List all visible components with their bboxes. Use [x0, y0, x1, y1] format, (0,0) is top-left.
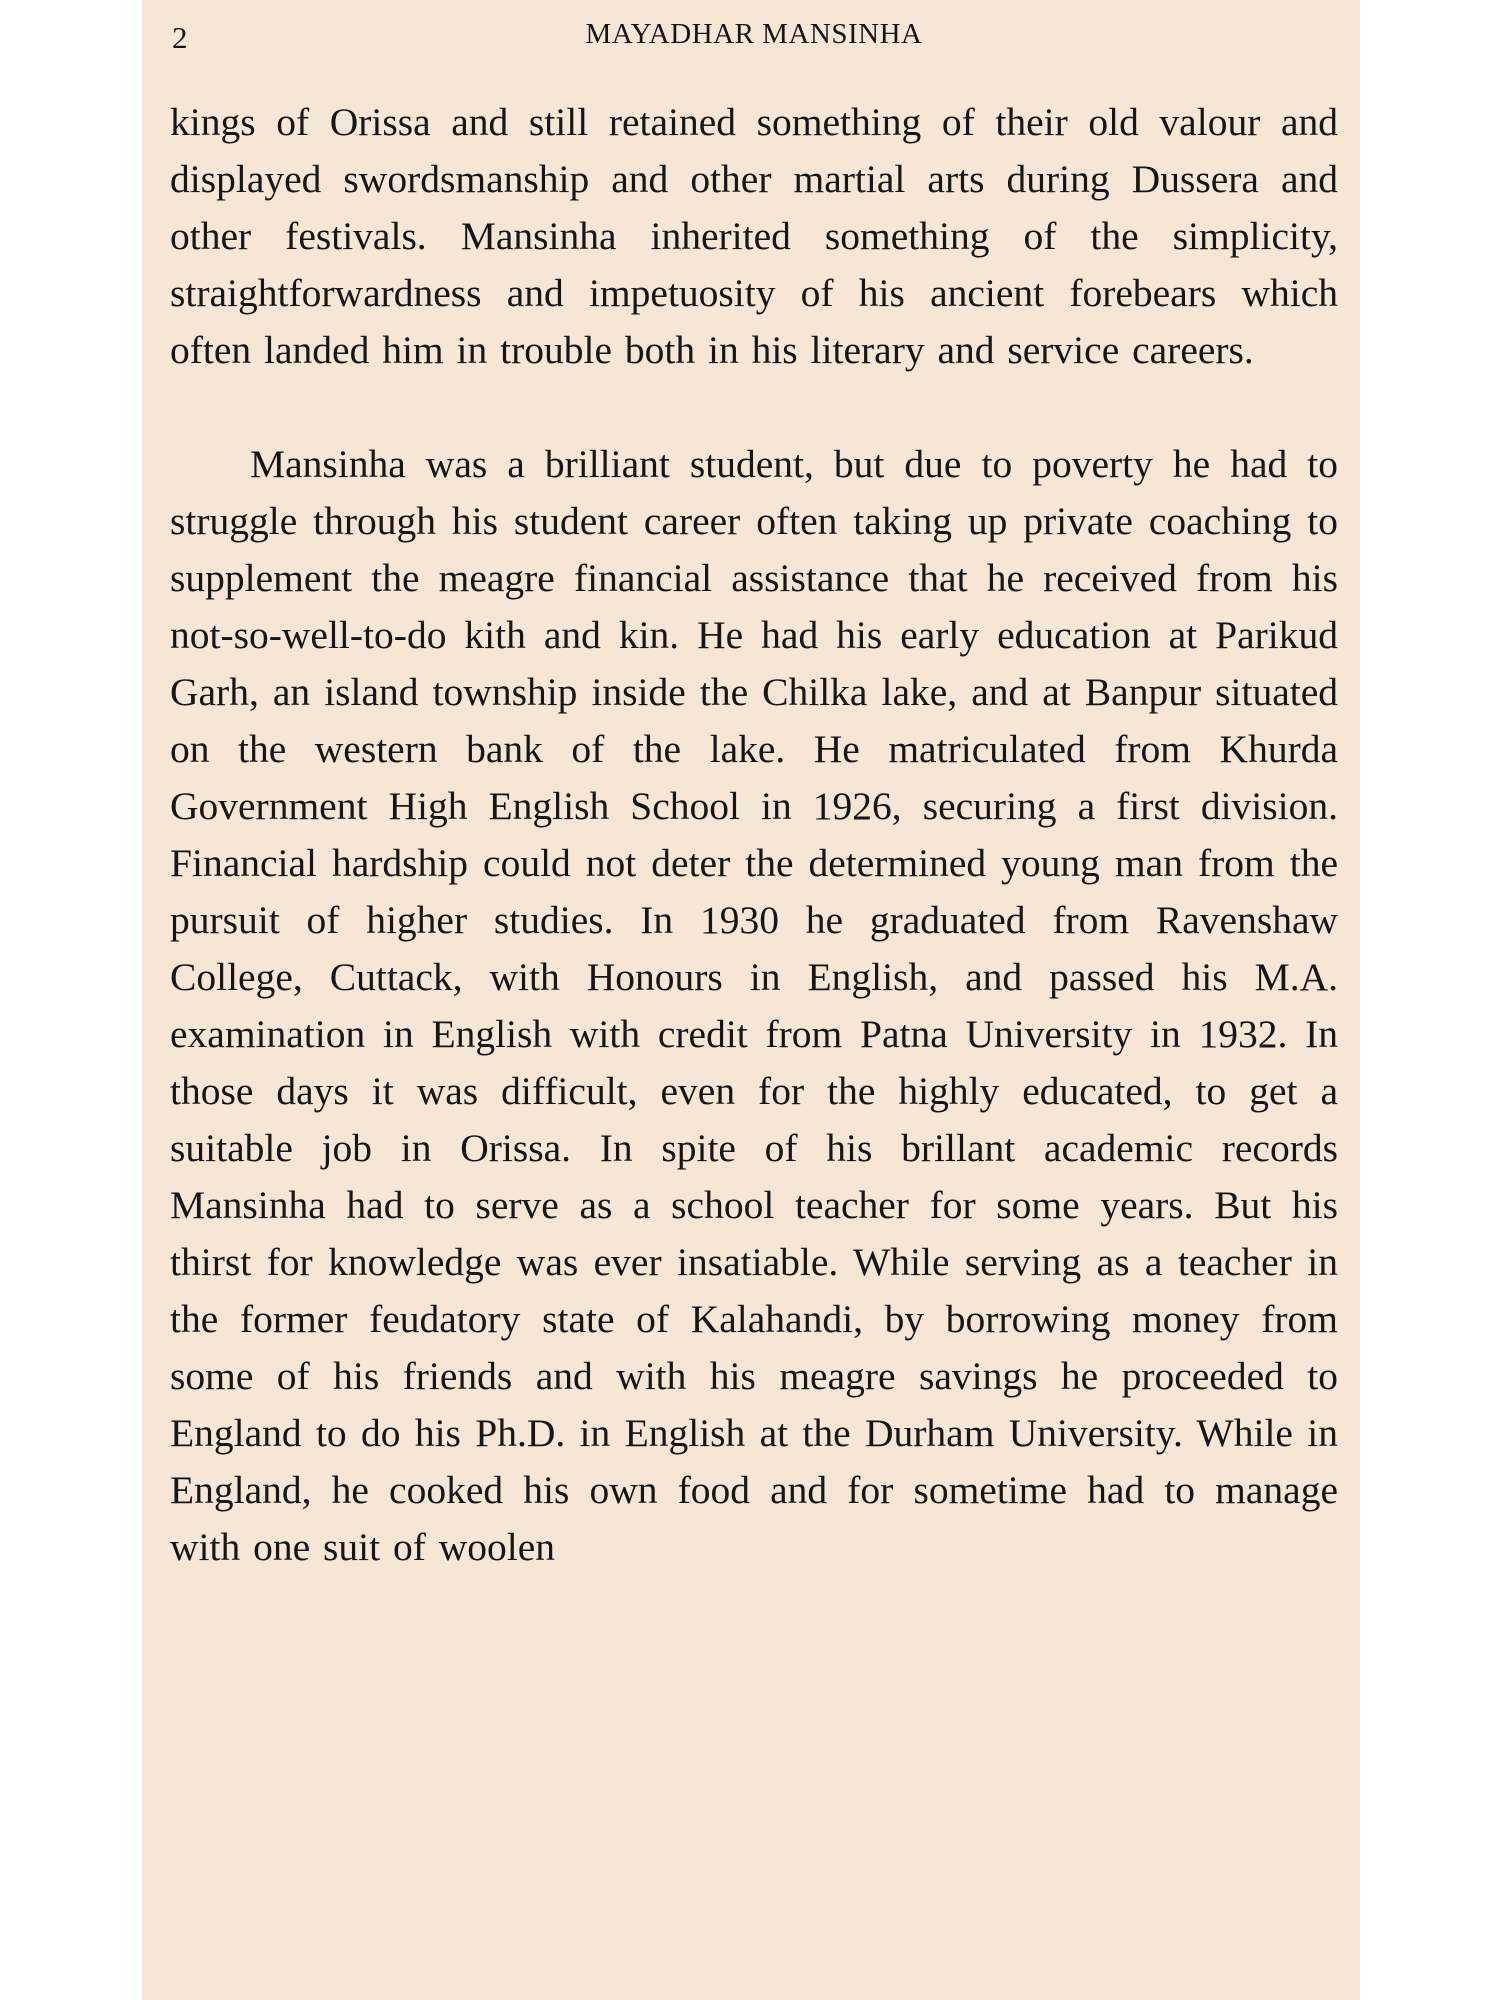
body-text — [170, 94, 1338, 1576]
running-title: MAYADHAR MANSINHA — [585, 18, 923, 50]
page-header — [170, 0, 1338, 72]
book-page — [142, 0, 1360, 2000]
paragraph: kings of Orissa and still retained something of their old valour and displayed swordsmanship and other martial arts during Dussera and other festivals. Mansinha inherited something of the simplicity, straightforwardness and impetuosity of his ancient forebears which often landed him in trouble both in his literary and service careers. — [170, 100, 1338, 372]
paragraph: Mansinha was a brilliant student, but due to poverty he had to struggle through his student career often taking up private coaching to supplement the meagre financial assistance that he received from his not-so-well-to-do kith and kin. He had his early education at Parikud Garh, an island township inside the Chilka lake, and at Banpur situated on the western bank of the lake. He matriculated from Khurda Government High English School in 1926, securing a first division. Financial hardship could not deter the determined young man from the pursuit of higher studies. In 1930 he graduated from Ravenshaw College, Cuttack, with Honours in English, and passed his M.A. examination in English with credit from Patna University in 1932. In those days it was difficult, even for the highly educated, to get a suitable job in Orissa. In spite of his brillant academic records Mansinha had to serve as a school teacher for some years. But his thirst for knowledge was ever insatiable. While serving as a teacher in the former feudatory state of Kalahandi, by borrowing money from some of his friends and with his meagre savings he proceeded to England to do his Ph.D. in English at the Durham University. While in England, he cooked his own food and for sometime had to manage with one suit of woolen — [170, 442, 1338, 1569]
page-number: 2 — [172, 20, 188, 55]
